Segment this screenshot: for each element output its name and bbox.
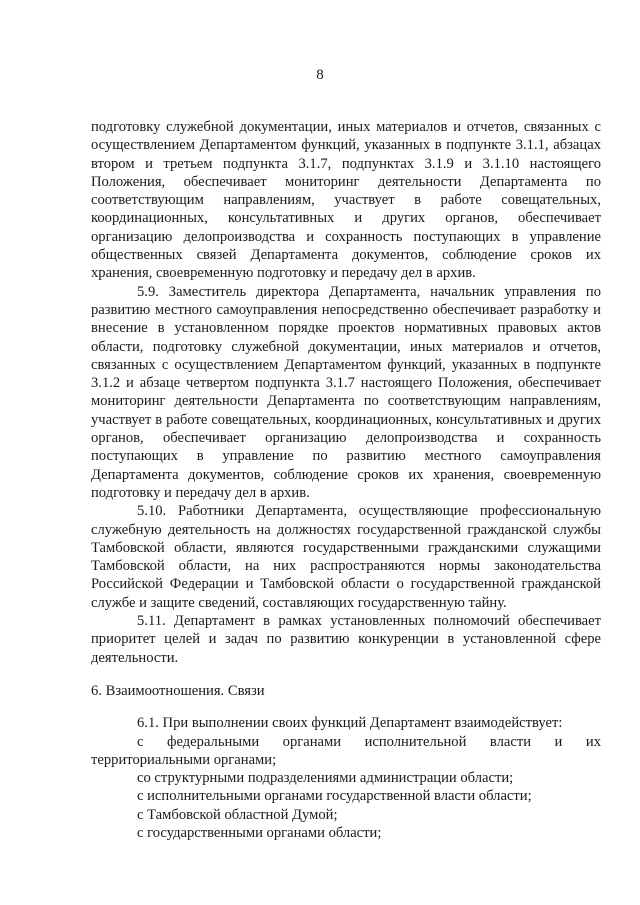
paragraph-5-10: 5.10. Работники Департамента, осуществляющие профессиональную служебную деятельность на должностях государственной гражданской службы Тамбовской области, являются государственными гражданскими служащими Тамбовской области, на них распространяются нормы законодательства Российской Федерации и Тамбовской области о государственной гражданской службе и защите сведений, составляющих государственную тайну.	[91, 503, 601, 611]
list-item: с Тамбовской областной Думой;	[137, 806, 338, 823]
list-item: с исполнительными органами государственной власти области;	[137, 788, 532, 805]
section-heading-6: 6. Взаимоотношения. Связи	[91, 682, 265, 699]
list-item: со структурными подразделениями администрации области;	[137, 770, 514, 787]
document-body	[91, 118, 601, 842]
page-number: 8	[316, 67, 324, 83]
list-item: с федеральными органами исполнительной власти и их территориальными органами;	[91, 733, 601, 768]
paragraph-5-9: 5.9. Заместитель директора Департамента, начальник управления по развитию местного самоуправления непосредственно обеспечивает разработку и внесение в установленном порядке проектов нормативных правовых актов области, подготовку служебной документации, иных материалов и отчетов, связанных с осуществлением Департаментом функций, указанных в подпункте 3.1.2 и абзаце четвертом подпункта 3.1.7 настоящего Положения, обеспечивает мониторинг деятельности Департамента по соответствующим направлениям, участвует в работе совещательных, координационных, консультативных и других органов, обеспечивает организацию делопроизводства и сохранность поступающих в управление по развитию местного самоуправления Департамента документов, соблюдение сроков их хранения, своевременную подготовку и передачу дел в архив.	[91, 283, 601, 501]
paragraph-continuation: подготовку служебной документации, иных материалов и отчетов, связанных с осуществлением Департаментом функций, указанных в подпункте 3.1.1, абзацах втором и третьем подпункта 3.1.7, подпунктах 3.1.9 и 3.1.10 настоящего Положения, обеспечивает мониторинг деятельности Департамента по соответствующим направлениям, участвует в работе совещательных, координационных, консультативных и других органов, обеспечивает организацию делопроизводства и сохранность поступающих в управление общественных связей Департамента документов, соблюдение сроков их хранения, своевременную подготовку и передачу дел в архив.	[91, 119, 601, 282]
paragraph-6-1: 6.1. При выполнении своих функций Департамент взаимодействует:	[137, 715, 563, 732]
list-item: с государственными органами области;	[137, 824, 382, 841]
paragraph-5-11: 5.11. Департамент в рамках установленных полномочий обеспечивает приоритет целей и задач по развитию конкуренции в установленной сфере деятельности.	[91, 613, 601, 666]
